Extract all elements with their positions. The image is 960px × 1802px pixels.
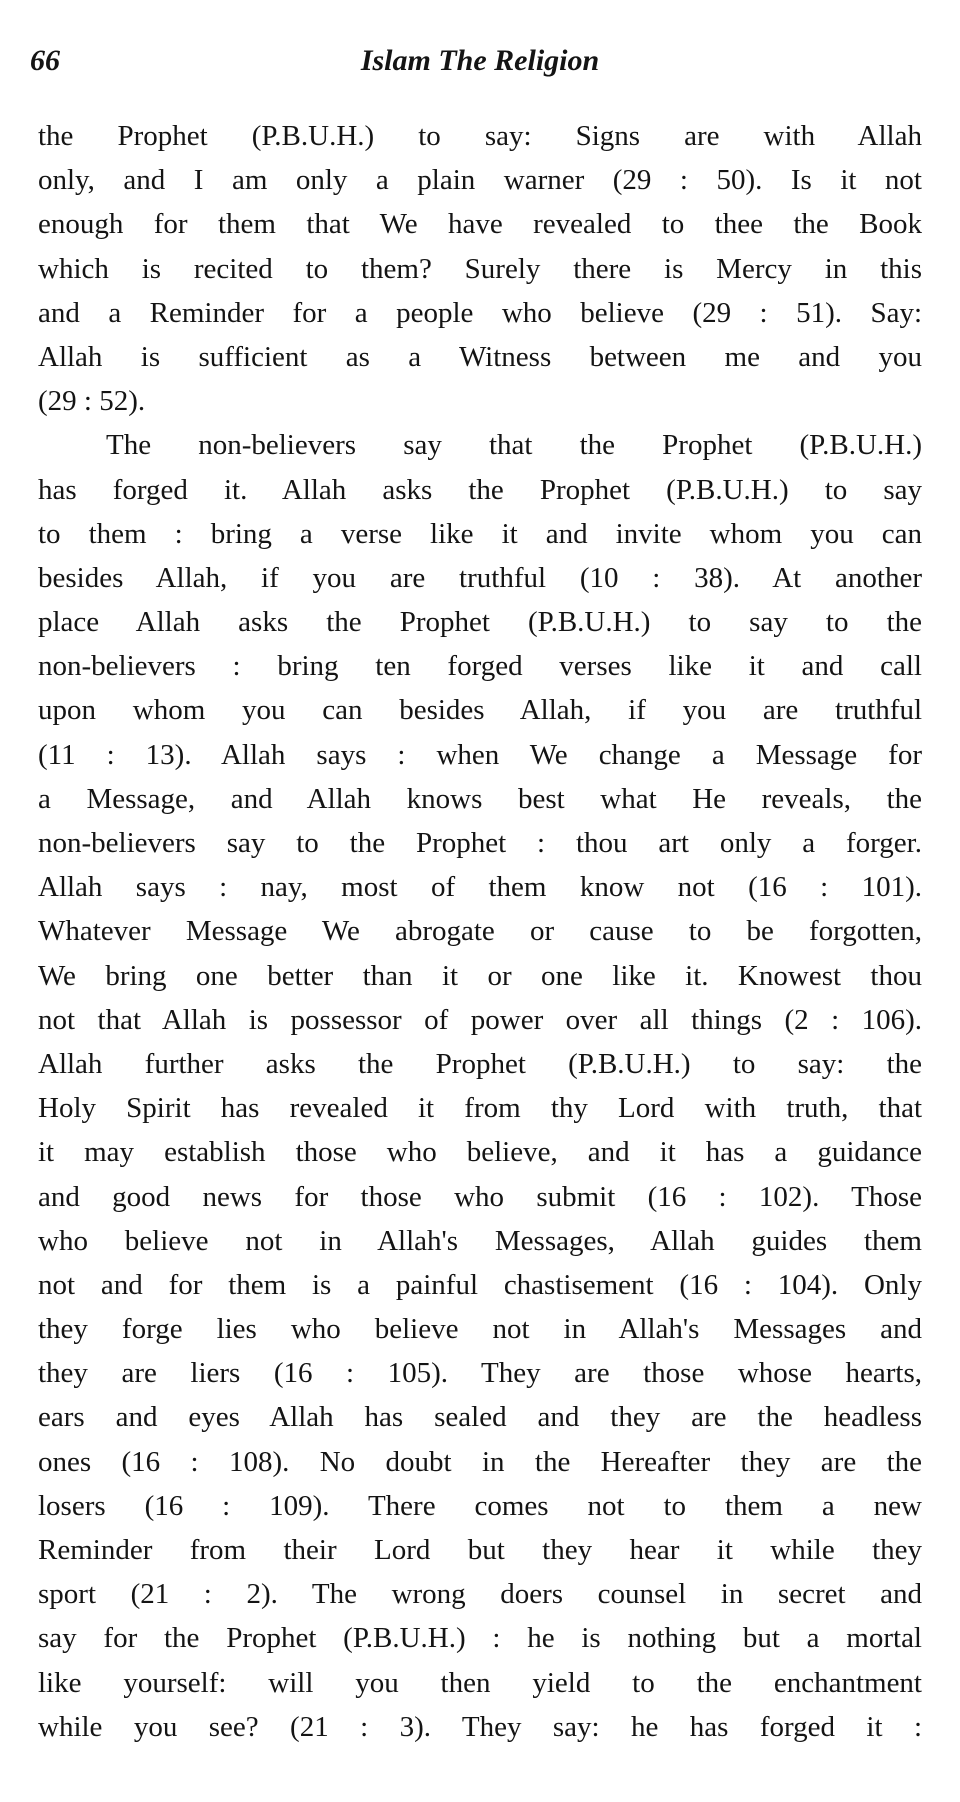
text-line: and good news for those who submit (16 : 102). Those xyxy=(38,1180,922,1213)
text-line: Allah further asks the Prophet (P.B.U.H.) to say: the xyxy=(38,1047,922,1080)
text-line: say for the Prophet (P.B.U.H.) : he is nothing but a mortal xyxy=(38,1622,922,1655)
text-line: and a Reminder for a people who believe (29 : 51). Say: xyxy=(38,296,922,329)
text-line: (29 : 52). xyxy=(38,385,146,418)
text-line: Allah says : nay, most of them know not (16 : 101). xyxy=(38,871,922,904)
paragraph-1 xyxy=(38,114,922,423)
paragraph-2 xyxy=(38,423,922,1749)
text-line: ones (16 : 108). No doubt in the Hereafter they are the xyxy=(38,1445,922,1478)
text-line: besides Allah, if you are truthful (10 : 38). At another xyxy=(38,561,922,594)
text-line: like yourself: will you then yield to the enchantment xyxy=(38,1666,922,1699)
text-line: it may establish those who believe, and it has a guidance xyxy=(38,1136,922,1169)
text-line: they forge lies who believe not in Allah's Messages and xyxy=(38,1313,922,1346)
text-line: We bring one better than it or one like it. Knowest thou xyxy=(38,959,922,992)
text-line: which is recited to them? Surely there is Mercy in this xyxy=(38,252,922,285)
text-line: has forged it. Allah asks the Prophet (P.B.U.H.) to say xyxy=(38,473,922,506)
running-title: Islam The Religion xyxy=(360,44,600,77)
text-line: losers (16 : 109). There comes not to them a new xyxy=(38,1489,922,1522)
text-line: ears and eyes Allah has sealed and they are the headless xyxy=(38,1401,922,1434)
text-line: to them : bring a verse like it and invite whom you can xyxy=(38,517,922,550)
text-line: Allah is sufficient as a Witness between me and you xyxy=(38,340,922,373)
text-line: who believe not in Allah's Messages, Allah guides them xyxy=(38,1224,922,1257)
page-header xyxy=(30,40,930,90)
text-line: enough for them that We have revealed to thee the Book xyxy=(38,208,922,241)
text-line: not that Allah is possessor of power over all things (2 : 106). xyxy=(38,1003,922,1036)
page-number: 66 xyxy=(30,44,60,77)
text-line: a Message, and Allah knows best what He reveals, the xyxy=(38,782,922,815)
text-line: sport (21 : 2). The wrong doers counsel in secret and xyxy=(38,1578,922,1611)
text-line: non-believers say to the Prophet : thou art only a forger. xyxy=(38,827,922,859)
text-line: while you see? (21 : 3). They say: he has forged it : xyxy=(38,1710,922,1743)
text-line: The non-believers say that the Prophet (P.B.U.H.) xyxy=(106,429,922,462)
text-line: place Allah asks the Prophet (P.B.U.H.) to say to the xyxy=(38,606,922,639)
text-line: only, and I am only a plain warner (29 : 50). Is it not xyxy=(38,164,922,197)
text-line: Holy Spirit has revealed it from thy Lord with truth, that xyxy=(38,1092,922,1125)
text-line: (11 : 13). Allah says : when We change a Message for xyxy=(38,738,922,771)
text-line: they are liers (16 : 105). They are those whose hearts, xyxy=(38,1357,922,1390)
text-line: Whatever Message We abrogate or cause to be forgotten, xyxy=(38,915,922,948)
text-line: upon whom you can besides Allah, if you are truthful xyxy=(38,694,922,727)
text-line: the Prophet (P.B.U.H.) to say: Signs are with Allah xyxy=(38,120,922,152)
text-line: Reminder from their Lord but they hear it while they xyxy=(38,1534,922,1566)
text-line: not and for them is a painful chastisement (16 : 104). Only xyxy=(38,1268,922,1301)
text-line: non-believers : bring ten forged verses like it and call xyxy=(38,650,922,683)
body-text xyxy=(38,114,922,1749)
